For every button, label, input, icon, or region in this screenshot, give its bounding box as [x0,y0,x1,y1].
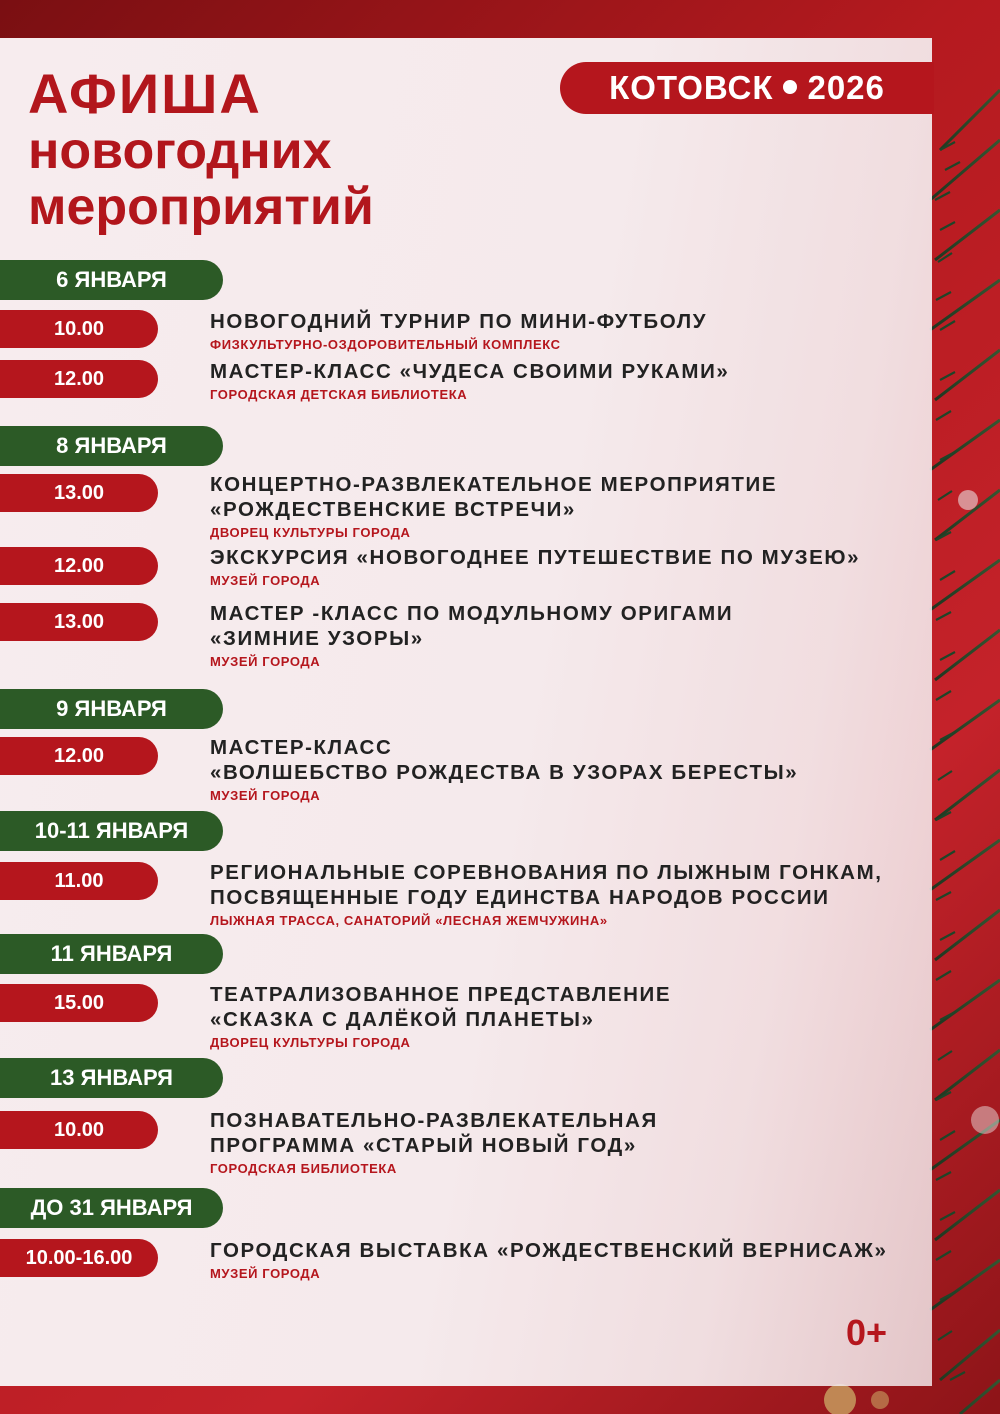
event-time: 15.00 [0,984,158,1022]
event-time: 12.00 [0,737,158,775]
event-time: 13.00 [0,603,158,641]
event-title: МАСТЕР -КЛАСС ПО МОДУЛЬНОМУ ОРИГАМИ [210,602,734,625]
event-venue: ДВОРЕЦ КУЛЬТУРЫ ГОРОДА [210,525,411,540]
age-rating: 0+ [846,1312,888,1353]
event-title: КОНЦЕРТНО-РАЗВЛЕКАТЕЛЬНОЕ МЕРОПРИЯТИЕ [210,473,778,496]
title-line-3: мероприятий [28,178,374,236]
year: 2026 [807,69,885,106]
event-time: 12.00 [0,547,158,585]
event-time: 11.00 [0,862,158,900]
event-venue: МУЗЕЙ ГОРОДА [210,1266,321,1281]
dot-separator [783,80,797,94]
date-label: 8 ЯНВАРЯ [0,426,223,466]
event-item [210,309,910,354]
event-venue: ЛЫЖНАЯ ТРАССА, САНАТОРИЙ «ЛЕСНАЯ ЖЕМЧУЖИНА» [210,913,608,928]
event-venue: ДВОРЕЦ КУЛЬТУРЫ ГОРОДА [210,1035,411,1050]
date-label: 9 ЯНВАРЯ [0,689,223,729]
event-time: 10.00-16.00 [0,1239,158,1277]
title-line-2: новогодних [28,122,332,180]
event-item [210,860,910,930]
event-title-line-2: «ВОЛШЕБСТВО РОЖДЕСТВА В УЗОРАХ БЕРЕСТЫ» [210,761,799,784]
date-label: 10-11 ЯНВАРЯ [0,811,223,851]
event-title: РЕГИОНАЛЬНЫЕ СОРЕВНОВАНИЯ ПО ЛЫЖНЫМ ГОНКАМ, [210,861,883,884]
event-title: ГОРОДСКАЯ ВЫСТАВКА «РОЖДЕСТВЕНСКИЙ ВЕРНИСАЖ» [210,1239,888,1262]
event-time: 13.00 [0,474,158,512]
event-title: ПОЗНАВАТЕЛЬНО-РАЗВЛЕКАТЕЛЬНАЯ [210,1109,658,1132]
title-line-1: АФИША [28,62,262,125]
event-item [210,359,910,404]
date-label: 6 ЯНВАРЯ [0,260,223,300]
event-item [210,601,910,671]
event-title-line-2: «СКАЗКА С ДАЛЁКОЙ ПЛАНЕТЫ» [210,1008,595,1031]
city-year-badge [560,62,934,114]
event-time: 10.00 [0,310,158,348]
event-title: ЭКСКУРСИЯ «НОВОГОДНЕЕ ПУТЕШЕСТВИЕ ПО МУЗЕЮ» [210,546,861,569]
city-name: КОТОВСК [609,69,774,106]
event-item [210,735,910,805]
date-label: 13 ЯНВАРЯ [0,1058,223,1098]
event-title: НОВОГОДНИЙ ТУРНИР ПО МИНИ-ФУТБОЛУ [210,310,708,333]
event-title: МАСТЕР-КЛАСС «ЧУДЕСА СВОИМИ РУКАМИ» [210,360,730,383]
event-item [210,472,910,542]
event-venue: ФИЗКУЛЬТУРНО-ОЗДОРОВИТЕЛЬНЫЙ КОМПЛЕКС [210,337,561,352]
event-venue: МУЗЕЙ ГОРОДА [210,788,321,803]
event-venue: МУЗЕЙ ГОРОДА [210,654,321,669]
event-time: 12.00 [0,360,158,398]
page-title [28,62,374,236]
event-title-line-2: «РОЖДЕСТВЕНСКИЕ ВСТРЕЧИ» [210,498,576,521]
event-title: МАСТЕР-КЛАСС [210,736,393,759]
event-item [210,982,910,1052]
event-venue: ГОРОДСКАЯ ДЕТСКАЯ БИБЛИОТЕКА [210,387,468,402]
event-item [210,545,910,590]
event-venue: ГОРОДСКАЯ БИБЛИОТЕКА [210,1161,397,1176]
event-title-line-2: ПРОГРАММА «СТАРЫЙ НОВЫЙ ГОД» [210,1134,637,1157]
event-title-line-2: «ЗИМНИЕ УЗОРЫ» [210,627,424,650]
event-venue: МУЗЕЙ ГОРОДА [210,573,321,588]
event-title-line-2: ПОСВЯЩЕННЫЕ ГОДУ ЕДИНСТВА НАРОДОВ РОССИИ [210,886,830,909]
date-label: ДО 31 ЯНВАРЯ [0,1188,223,1228]
event-item [210,1108,910,1178]
event-item [210,1238,910,1283]
event-title: ТЕАТРАЛИЗОВАННОЕ ПРЕДСТАВЛЕНИЕ [210,983,672,1006]
date-label: 11 ЯНВАРЯ [0,934,223,974]
event-time: 10.00 [0,1111,158,1149]
